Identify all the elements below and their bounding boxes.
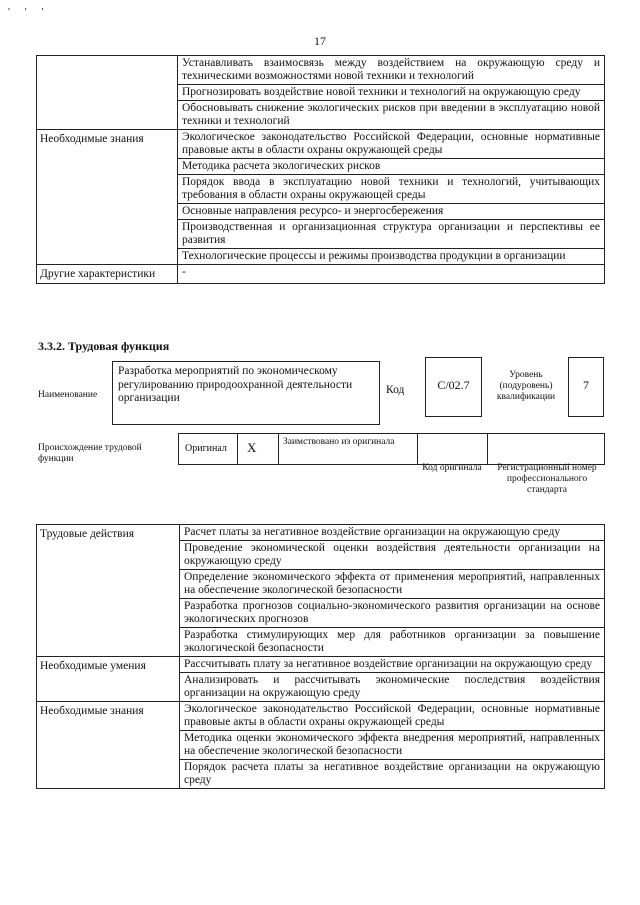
- other-item: -: [178, 265, 605, 284]
- level-label: Уровень (подуровень) квалификации: [496, 370, 556, 402]
- skill-item: Анализировать и рассчитывать экономические последствия воздействия организации на окружающую среду: [180, 673, 605, 702]
- original-label: Оригинал: [185, 443, 227, 454]
- function-name: Разработка мероприятий по экономическому регулированию природоохранной деятельности организации: [118, 365, 353, 404]
- table-row: [37, 657, 605, 673]
- scan-corner-marks: ' ' ': [8, 6, 50, 18]
- action-item: Разработка стимулирующих мер для работников организации за повышение экологической безопасности: [180, 628, 605, 657]
- skill-item: Устанавливать взаимосвязь между воздействием на окружающую среду и техническими возможностями новой техники и технологий: [178, 56, 605, 85]
- knowledge-item: Основные направления ресурсо- и энергосбережения: [178, 204, 605, 220]
- code-value: C/02.7: [437, 378, 470, 392]
- section-title: 3.3.2. Трудовая функция: [38, 339, 170, 353]
- page-number: 17: [314, 34, 326, 48]
- name-label: Наименование: [38, 390, 98, 400]
- divider: [487, 434, 488, 464]
- divider: [278, 434, 279, 464]
- action-item: Проведение экономической оценки воздействия деятельности организации на окружающую среду: [180, 541, 605, 570]
- level-box: [568, 357, 604, 417]
- reg-number-caption: Регистрационный номер профессионального стандарта: [497, 463, 597, 495]
- origin-row: [178, 433, 605, 465]
- borrowed-label: Заимствовано из оригинала: [283, 437, 395, 447]
- row-group-label: Необходимые знания: [37, 702, 180, 789]
- knowledge-item: Порядок расчета платы за негативное воздействие организации на окружающую среду: [180, 760, 605, 789]
- row-group-label: Необходимые умения: [37, 657, 180, 702]
- divider: [237, 434, 238, 464]
- code-original-caption: Код оригинала: [422, 463, 482, 473]
- skill-item: Обосновывать снижение экологических рисков при введении в эксплуатацию новой техники и технологий: [178, 101, 605, 130]
- knowledge-item: Методика расчета экологических рисков: [178, 159, 605, 175]
- requirements-table-continued: [36, 55, 605, 284]
- row-group-label: Трудовые действия: [37, 525, 180, 657]
- table-row: [37, 525, 605, 541]
- code-label: Код: [386, 384, 405, 396]
- code-box: [425, 357, 482, 417]
- skill-item: Прогнозировать воздействие новой техники и технологий на окружающую среду: [178, 85, 605, 101]
- knowledge-item: Экологическое законодательство Российской Федерации, основные нормативные правовые акты в области охраны окружающей среды: [178, 130, 605, 159]
- skill-item: Рассчитывать плату за негативное воздействие организации на окружающую среду: [180, 657, 605, 673]
- action-item: Разработка прогнозов социально-экономического развития организации на основе экологических прогнозов: [180, 599, 605, 628]
- row-group-label: Необходимые знания: [37, 130, 178, 265]
- level-value: 7: [583, 378, 589, 392]
- knowledge-item: Экологическое законодательство Российской Федерации, основные нормативные правовые акты в области охраны окружающей среды: [180, 702, 605, 731]
- knowledge-item: Методика оценки экономического эффекта внедрения мероприятий, направленных на обеспечение экологической безопасности: [180, 731, 605, 760]
- knowledge-item: Технологические процессы и режимы производства продукции в организации: [178, 249, 605, 265]
- divider: [417, 434, 418, 464]
- table-row: [37, 265, 605, 284]
- function-name-box: [112, 361, 380, 425]
- table-row: [37, 702, 605, 731]
- knowledge-item: Порядок ввода в эксплуатацию новой техники и технологий, учитывающих требования в области охраны окружающей среды: [178, 175, 605, 204]
- row-group-label: [37, 56, 178, 130]
- action-item: Расчет платы за негативное воздействие организации на окружающую среду: [180, 525, 605, 541]
- origin-label: Происхождение трудовой функции: [38, 443, 142, 464]
- original-mark: X: [247, 440, 257, 455]
- row-group-label: Другие характеристики: [37, 265, 178, 284]
- table-row: [37, 56, 605, 85]
- knowledge-item: Производственная и организационная структура организации и перспективы ее развития: [178, 220, 605, 249]
- action-item: Определение экономического эффекта от применения мероприятий, направленных на обеспечение экологической безопасности: [180, 570, 605, 599]
- labor-actions-table: [36, 524, 605, 789]
- table-row: [37, 130, 605, 159]
